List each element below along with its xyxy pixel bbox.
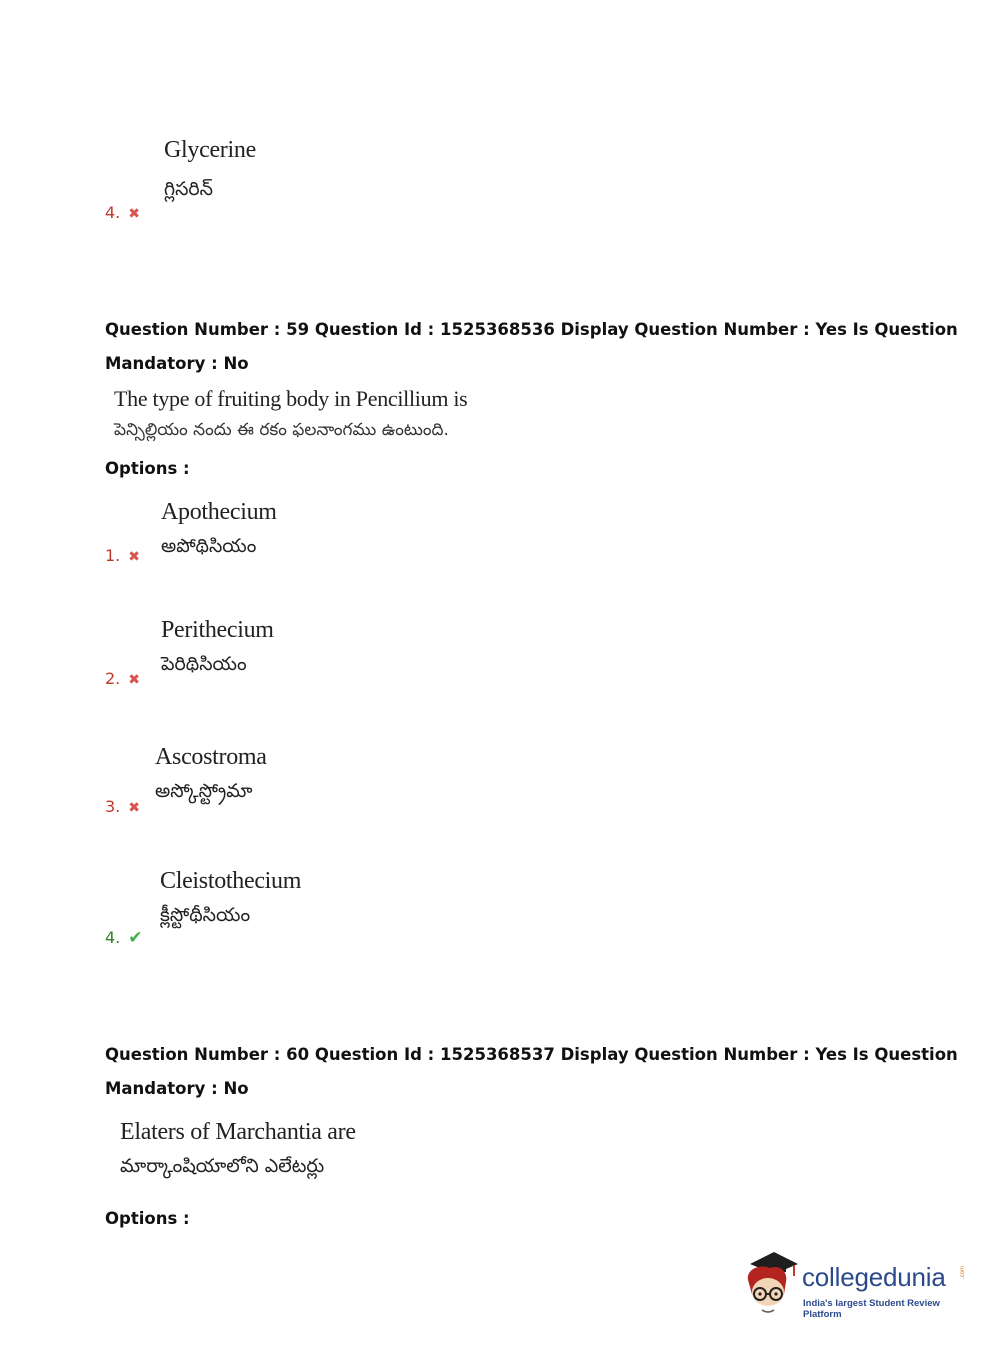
option-english: Ascostroma (155, 744, 267, 770)
logo-name: collegedunia (802, 1262, 946, 1292)
question-mandatory: Mandatory : No (105, 354, 249, 373)
option-number (105, 546, 140, 565)
question-header: Question Number : 59 Question Id : 1525368536 Display Question Number : Yes Is Question (105, 320, 958, 339)
logo-suffix: .com (960, 1266, 966, 1280)
options-label: Options : (105, 459, 190, 478)
question-text-english: The type of fruiting body in Pencillium is (114, 386, 468, 411)
question-text-english: Elaters of Marchantia are (120, 1119, 356, 1145)
option-telugu: పెరిథిసియం (161, 653, 247, 675)
question-text-telugu: మార్కాంషియాలోని ఎలేటర్లు (120, 1155, 325, 1177)
mascot-icon (740, 1250, 798, 1318)
option-number-label: 2. (105, 669, 121, 688)
logo-tagline: India's largest Student Review Platform (803, 1298, 940, 1320)
option-number-label: 4. (105, 203, 121, 222)
question-header: Question Number : 60 Question Id : 1525368537 Display Question Number : Yes Is Question (105, 1045, 958, 1064)
option-number (105, 203, 140, 222)
option-number-label: 4. (105, 928, 121, 947)
option-number-label: 1. (105, 546, 121, 565)
question-mandatory: Mandatory : No (105, 1079, 249, 1098)
option-telugu: గ్లిసరిన్ (164, 178, 214, 200)
cross-icon: ✖ (128, 672, 140, 688)
options-label: Options : (105, 1209, 190, 1228)
option-telugu: అపోథిసియం (161, 535, 257, 557)
option-number (105, 669, 140, 688)
collegedunia-logo (740, 1250, 970, 1320)
option-number (105, 797, 140, 816)
cross-icon: ✖ (128, 549, 140, 565)
option-number (105, 928, 143, 948)
option-english: Perithecium (161, 617, 274, 643)
check-icon: ✔ (128, 928, 143, 948)
cross-icon: ✖ (128, 800, 140, 816)
question-text-telugu: పెన్సిల్లియం నందు ఈ రకం ఫలనాంగము ఉంటుంది. (114, 420, 449, 440)
option-telugu: అస్కోస్ట్రోమా (155, 780, 253, 802)
cross-icon: ✖ (128, 206, 140, 222)
option-english: Apothecium (161, 499, 277, 525)
option-number-label: 3. (105, 797, 121, 816)
option-english: Glycerine (164, 137, 256, 163)
option-telugu: క్లీస్టోథీసియం (160, 904, 251, 926)
option-english: Cleistothecium (160, 868, 302, 894)
